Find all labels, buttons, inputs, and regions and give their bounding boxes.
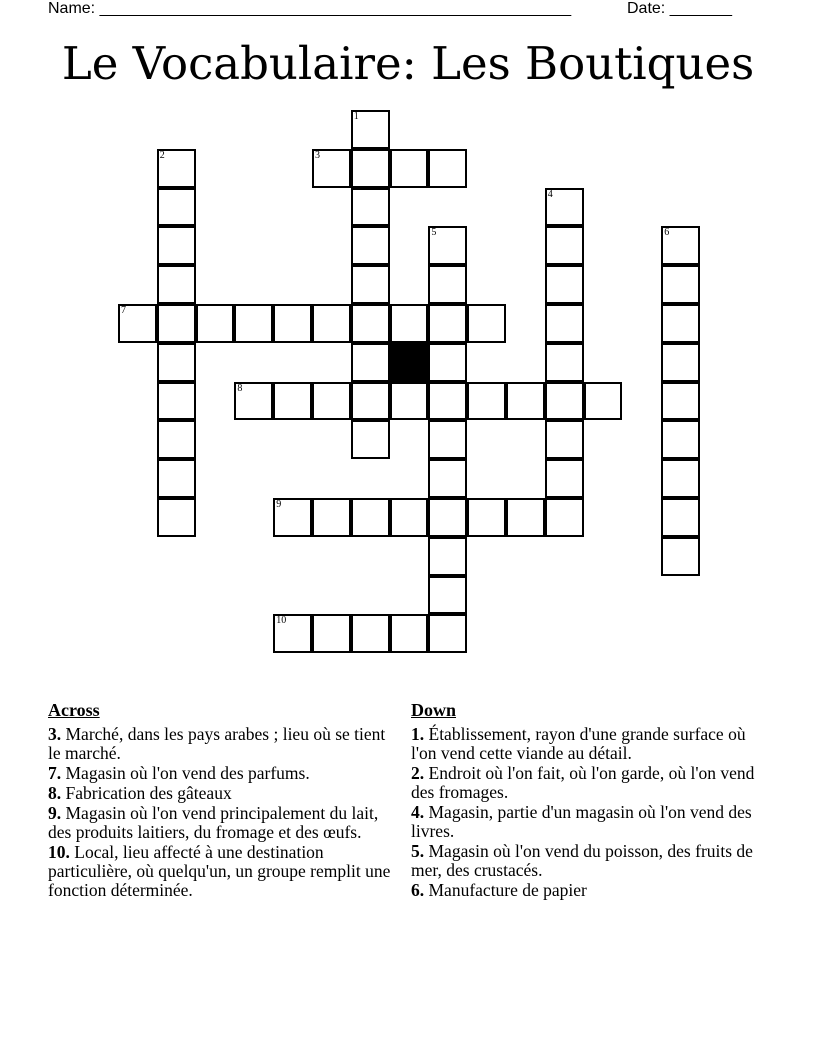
grid-cell[interactable] <box>351 614 390 653</box>
grid-cell[interactable] <box>273 498 312 537</box>
clue-num: 3. <box>48 724 62 744</box>
clue-num: 10. <box>48 842 70 862</box>
grid-cell[interactable] <box>157 498 196 537</box>
clue-number: 3 <box>315 149 320 161</box>
grid-cell[interactable] <box>661 537 700 576</box>
grid-cell[interactable] <box>234 304 273 343</box>
grid-cell[interactable] <box>506 498 545 537</box>
grid-cell[interactable] <box>545 188 584 227</box>
grid-cell[interactable] <box>428 304 467 343</box>
across-heading: Across <box>48 700 100 720</box>
grid-cell[interactable] <box>273 614 312 653</box>
clue-text: Local, lieu affecté à une destination particulière, où quelqu'un, un groupe remplit une fonction déterminée. <box>48 842 391 900</box>
grid-cell[interactable] <box>428 459 467 498</box>
clue-number: 9 <box>276 499 282 510</box>
grid-cell[interactable] <box>351 149 390 188</box>
grid-cell[interactable] <box>390 382 429 421</box>
clue-num: 5. <box>411 841 425 861</box>
down-heading: Down <box>411 700 457 720</box>
grid-cell[interactable] <box>661 498 700 537</box>
grid-cell[interactable] <box>390 498 429 537</box>
grid-cell[interactable] <box>545 226 584 265</box>
grid-cell[interactable] <box>157 188 196 227</box>
grid-cell[interactable] <box>467 304 506 343</box>
clue-number: 2 <box>159 149 165 161</box>
grid-cell[interactable] <box>273 382 312 421</box>
clue-number: 5 <box>431 227 437 239</box>
grid-cell[interactable] <box>312 382 351 421</box>
clue-number: 10 <box>276 615 287 627</box>
grid-cell[interactable] <box>428 343 467 382</box>
down-clue <box>411 842 771 880</box>
down-clue <box>411 725 771 763</box>
across-clue <box>48 784 398 803</box>
clue-text: Endroit où l'on fait, où l'on garde, où l'on vend des fromages. <box>411 763 755 802</box>
grid-cell[interactable] <box>157 304 196 343</box>
clue-number: 7 <box>121 305 126 316</box>
clue-num: 7. <box>48 763 62 783</box>
grid-cell[interactable] <box>351 304 390 343</box>
grid-cell[interactable] <box>428 382 467 421</box>
grid-cell[interactable] <box>390 149 429 188</box>
grid-cell[interactable] <box>584 382 623 421</box>
grid-cell[interactable] <box>157 265 196 304</box>
grid-cell[interactable] <box>312 149 351 188</box>
grid-cell[interactable] <box>118 304 157 343</box>
clue-num: 1. <box>411 724 425 744</box>
grid-cell[interactable] <box>351 110 390 149</box>
clue-text: Établissement, rayon d'une grande surface où l'on vend cette viande au détail. <box>411 724 746 763</box>
grid-cell[interactable] <box>428 265 467 304</box>
grid-cell[interactable] <box>545 382 584 421</box>
grid-cell[interactable] <box>157 459 196 498</box>
across-clue-list <box>48 725 398 900</box>
clue-text: Fabrication des gâteaux <box>61 783 232 803</box>
grid-cell[interactable] <box>312 304 351 343</box>
grid-cell[interactable] <box>428 576 467 615</box>
grid-cell[interactable] <box>467 498 506 537</box>
grid-cell[interactable] <box>157 149 196 188</box>
grid-cell[interactable] <box>351 343 390 382</box>
grid-cell[interactable] <box>351 420 390 459</box>
down-clues <box>411 701 771 901</box>
grid-cell[interactable] <box>545 304 584 343</box>
clue-num: 9. <box>48 803 62 823</box>
clue-num: 4. <box>411 802 425 822</box>
grid-cell[interactable] <box>661 382 700 421</box>
grid-cell[interactable] <box>661 226 700 265</box>
grid-cell[interactable] <box>545 498 584 537</box>
clue-number: 8 <box>237 382 243 394</box>
clue-text: Magasin où l'on vend principalement du lait, des produits laitiers, du fromage et des œufs. <box>48 803 379 842</box>
across-clues <box>48 701 398 901</box>
clue-text: Manufacture de papier <box>424 880 587 900</box>
grid-cell[interactable] <box>351 226 390 265</box>
grid-cell[interactable] <box>545 343 584 382</box>
clue-text: Magasin où l'on vend des parfums. <box>61 763 310 783</box>
grid-cell[interactable] <box>428 537 467 576</box>
grid-cell[interactable] <box>467 382 506 421</box>
clue-text: Magasin où l'on vend du poisson, des fruits de mer, des crustacés. <box>411 841 753 880</box>
across-clue <box>48 843 398 900</box>
grid-cell[interactable] <box>157 420 196 459</box>
clue-num: 6. <box>411 880 425 900</box>
clue-number: 1 <box>353 111 359 122</box>
grid-cell[interactable] <box>351 498 390 537</box>
grid-cell[interactable] <box>428 149 467 188</box>
down-clue <box>411 881 771 900</box>
grid-cell[interactable] <box>312 498 351 537</box>
clue-num: 8. <box>48 783 62 803</box>
grid-cell[interactable] <box>273 304 312 343</box>
clue-number: 4 <box>547 188 553 200</box>
clue-number: 6 <box>664 227 670 239</box>
page-title: Le Vocabulaire: Les Boutiques <box>61 37 755 90</box>
name-label: Name: _____________________________________________________ <box>48 0 572 17</box>
grid-cell[interactable] <box>351 188 390 227</box>
grid-cell[interactable] <box>390 304 429 343</box>
down-clue <box>411 764 771 802</box>
grid-cell[interactable] <box>428 614 467 653</box>
grid-cell[interactable] <box>661 343 700 382</box>
grid-cell[interactable] <box>428 498 467 537</box>
grid-cell[interactable] <box>234 382 273 421</box>
grid-cell[interactable] <box>661 304 700 343</box>
grid-cell[interactable] <box>545 265 584 304</box>
down-clue-list <box>411 725 771 900</box>
grid-cell[interactable] <box>661 420 700 459</box>
clue-text: Marché, dans les pays arabes ; lieu où se tient le marché. <box>48 724 386 763</box>
grid-block-cell <box>390 343 429 382</box>
date-label: Date: _______ <box>627 0 732 17</box>
clue-num: 2. <box>411 763 425 783</box>
across-clue <box>48 804 398 842</box>
clue-text: Magasin, partie d'un magasin où l'on vend des livres. <box>411 802 752 841</box>
grid-cell[interactable] <box>312 614 351 653</box>
grid-cell[interactable] <box>157 226 196 265</box>
grid-cell[interactable] <box>157 343 196 382</box>
grid-cell[interactable] <box>506 382 545 421</box>
grid-cell[interactable] <box>390 614 429 653</box>
grid-cell[interactable] <box>661 265 700 304</box>
grid-cell[interactable] <box>157 382 196 421</box>
grid-cell[interactable] <box>428 420 467 459</box>
across-clue <box>48 725 398 763</box>
grid-cell[interactable] <box>545 459 584 498</box>
grid-cell[interactable] <box>428 226 467 265</box>
grid-cell[interactable] <box>351 265 390 304</box>
grid-cell[interactable] <box>196 304 235 343</box>
across-clue <box>48 764 398 783</box>
grid-cell[interactable] <box>661 459 700 498</box>
grid-cell[interactable] <box>545 420 584 459</box>
down-clue <box>411 803 771 841</box>
grid-cell[interactable] <box>351 382 390 421</box>
